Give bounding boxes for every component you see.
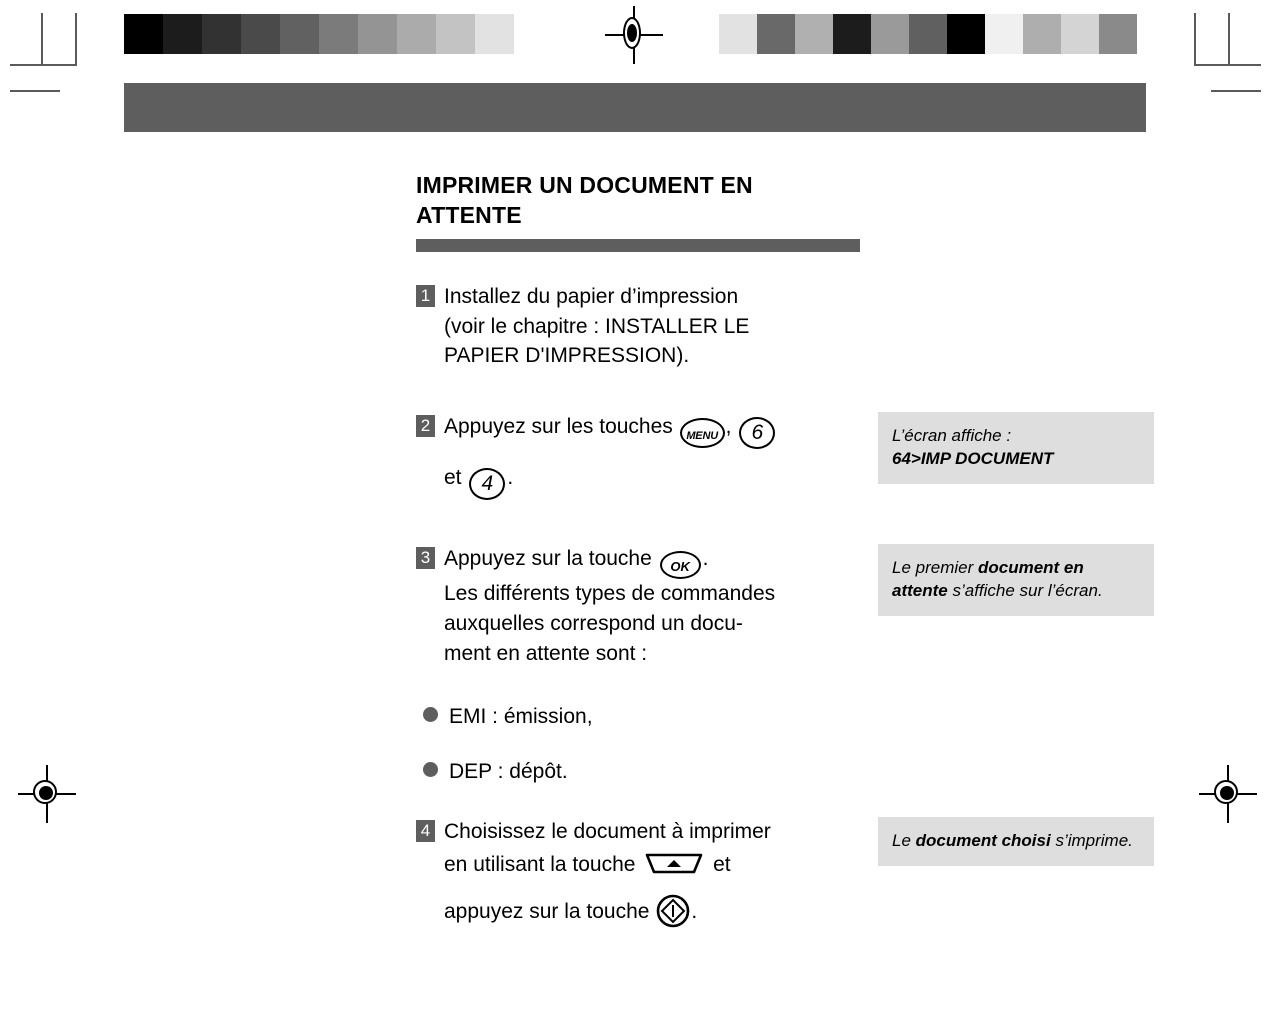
calibration-swatch-8 [1023, 14, 1061, 54]
menu-key-label: MENU [686, 430, 718, 443]
step-4-line-3-tail: . [691, 900, 698, 924]
registration-dot [1220, 786, 1234, 800]
digit-6-key-label: 6 [751, 421, 764, 445]
bullet-item-dep-label: DEP : dépôt. [449, 759, 568, 783]
step-2-comma: , [725, 415, 738, 439]
step-3-line-4: ment en attente sont : [444, 641, 648, 665]
registration-target-icon-left [24, 771, 70, 817]
calibration-swatch-7 [397, 14, 436, 54]
calibration-swatch-9 [1061, 14, 1099, 54]
step-2 [416, 412, 1156, 500]
callout-step-4 [878, 817, 1154, 866]
callout-step-2 [878, 412, 1154, 484]
calibration-swatch-0 [719, 14, 757, 54]
step-3-text [444, 544, 775, 668]
callout-step-2-line-1: L’écran affiche : [892, 426, 1012, 446]
calibration-swatch-9 [475, 14, 514, 54]
start-key-icon[interactable] [656, 894, 690, 928]
digit-6-key-icon[interactable] [739, 417, 775, 449]
calibration-swatch-2 [202, 14, 241, 54]
step-1-line-2: (voir le chapitre : INSTALLER LE [444, 314, 750, 338]
step-4-line-2-lead: en utilisant la touche [444, 853, 642, 877]
page-content [416, 170, 1156, 928]
digit-4-key-label: 4 [481, 472, 494, 496]
callout-step-4-emphasis: document choisi [915, 830, 1051, 850]
calibration-swatch-7 [985, 14, 1023, 54]
step-4-line-1: Choisissez le document à imprimer [444, 819, 771, 843]
callout-step-3-part-1: Le premier [892, 558, 978, 578]
registration-target-icon-top [611, 12, 657, 58]
step-3 [416, 544, 1156, 668]
step-3-line-1 [444, 544, 775, 579]
step-3-period: . [702, 547, 709, 571]
grayscale-calibration-strip-left [124, 14, 553, 54]
ok-key-label: OK [670, 559, 690, 575]
step-2-line-2 [444, 463, 777, 500]
step-2-line-1 [444, 412, 777, 449]
calibration-swatch-1 [163, 14, 202, 54]
crop-mark-top-right-vertical [1194, 13, 1196, 65]
step-1-line-1: Installez du papier d’impression [444, 284, 739, 308]
step-4 [416, 817, 1156, 929]
crop-mark-top-left-horizontal [10, 64, 77, 66]
digit-4-key-icon[interactable] [469, 468, 505, 500]
registration-target-icon-right [1205, 771, 1251, 817]
callout-step-3-part-3: s’affiche sur l’écran. [947, 581, 1103, 601]
header-gray-band [124, 83, 1146, 132]
step-2-lead-text: Appuyez sur les touches [444, 415, 679, 439]
page-title [416, 170, 856, 231]
crop-tick-top-left-horizontal [10, 90, 60, 92]
calibration-swatch-6 [358, 14, 397, 54]
menu-key-icon[interactable] [680, 418, 725, 448]
calibration-swatch-4 [871, 14, 909, 54]
calibration-swatch-5 [909, 14, 947, 54]
step-1-content [416, 282, 878, 371]
step-4-text [444, 817, 771, 929]
up-arrow-key-icon[interactable] [644, 850, 704, 876]
crop-tick-top-right-horizontal [1211, 90, 1261, 92]
step-3-line-3: auxquelles correspond un docu- [444, 611, 743, 635]
step-2-text [444, 412, 777, 500]
step-number-badge-2: 2 [416, 415, 435, 437]
step-number-badge-4: 4 [416, 820, 435, 842]
calibration-swatch-10 [1099, 14, 1137, 54]
bullet-item-dep [423, 760, 1156, 784]
step-4-line-2-tail: et [707, 853, 731, 877]
step-number-badge-1: 1 [416, 285, 435, 307]
callout-step-4-part-1: Le [892, 830, 916, 850]
ok-key-icon[interactable] [660, 551, 701, 579]
grayscale-calibration-strip-right [719, 14, 1137, 54]
calibration-swatch-2 [795, 14, 833, 54]
crop-mark-top-left-vertical [75, 13, 77, 65]
calibration-swatch-6 [947, 14, 985, 54]
calibration-swatch-8 [436, 14, 475, 54]
bullet-item-emi [423, 705, 1156, 729]
step-4-line-3 [444, 894, 771, 928]
callout-step-2-display-value: 64>IMP DOCUMENT [892, 449, 1054, 469]
step-3-lead-text: Appuyez sur la touche [444, 547, 658, 571]
bullet-dot-icon [423, 762, 438, 777]
calibration-swatch-0 [124, 14, 163, 54]
crop-tick-top-left-vertical [41, 13, 43, 65]
title-underline-rule [416, 239, 860, 252]
calibration-swatch-4 [280, 14, 319, 54]
step-3-line-2: Les différents types de commandes [444, 582, 776, 606]
registration-dot [627, 24, 637, 42]
calibration-swatch-3 [833, 14, 871, 54]
step-1-text [444, 282, 749, 371]
calibration-swatch-1 [757, 14, 795, 54]
crop-tick-top-right-vertical [1228, 13, 1230, 65]
step-1-line-3: PAPIER D'IMPRESSION). [444, 344, 690, 368]
step-1 [416, 282, 1156, 371]
step-4-line-2 [444, 850, 771, 880]
callout-step-4-part-3: s’imprime. [1050, 830, 1133, 850]
step-number-badge-3: 3 [416, 547, 435, 569]
page-title-line-2: ATTENTE [416, 202, 522, 229]
registration-dot [39, 786, 53, 800]
callout-step-3-emphasis: document en attente [892, 558, 1084, 601]
calibration-swatch-3 [241, 14, 280, 54]
callout-step-3 [878, 544, 1154, 616]
step-2-conjunction: et [444, 466, 468, 490]
step-4-content [416, 817, 878, 929]
step-2-period: . [507, 466, 514, 490]
calibration-swatch-10 [514, 14, 553, 54]
step-4-line-3-lead: appuyez sur la touche [444, 900, 656, 924]
bullet-item-emi-label: EMI : émission, [449, 704, 593, 728]
bullet-dot-icon [423, 707, 438, 722]
step-2-content [416, 412, 878, 500]
calibration-swatch-5 [319, 14, 358, 54]
step-3-content [416, 544, 878, 668]
page-title-line-1: IMPRIMER UN DOCUMENT EN [416, 172, 753, 198]
